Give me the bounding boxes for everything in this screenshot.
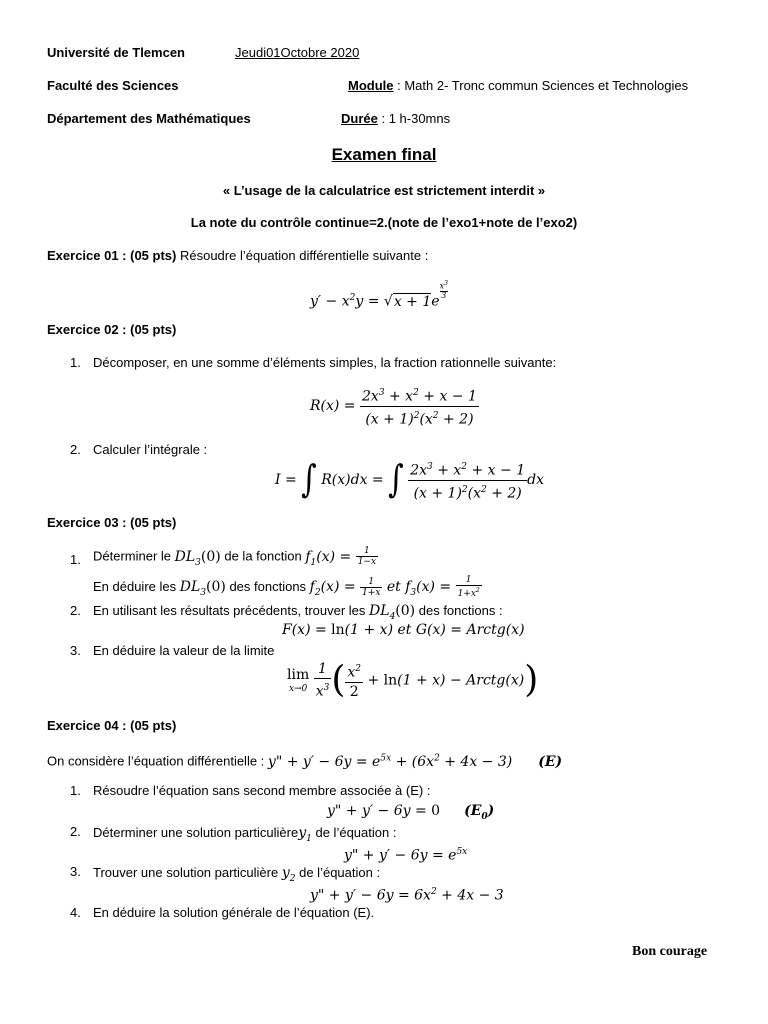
exercise-4-item-4: En déduire la solution générale de l’équation (E). (93, 905, 375, 920)
exercise-2-item-2: Calculer l’intégrale : (93, 442, 208, 457)
exercise-1-label: Exercice 01 : (05 pts) (47, 248, 177, 263)
integral-expression: I = ∫ R(x)dx = ∫ $\frac{2x^3 + x^2 + x - 1}{(x + 1)^2(x^2 + 2)}$ dx (275, 457, 544, 502)
exercise-4-item-2: Déterminer une solution particulièrey$_1$ de l’équation : (93, 825, 397, 844)
particular-equation-1: y" + $y' - 6y = e^{5x}$ (344, 847, 468, 864)
limit-expression: lim x→0 $\frac{1}{x^3}$ ( $\frac{x^2}{2}$ + ln(1 + x) − Arctg(x)) (287, 659, 539, 701)
exercise-1-statement (47, 248, 428, 264)
duration-value: : 1 h-30mns (377, 111, 451, 126)
rational-fraction: R(x) = $\frac{2x^3 + x^2 + x - 1}{(x + 1)^2(x^2 + 2)}$ (310, 384, 479, 428)
module-line (348, 78, 688, 94)
homogeneous-equation: y" + y′ − 6y = 0 $(E_0)$ (327, 803, 495, 822)
exercise-3-item-1-deduce: En déduire les $DL_3(0)$ des fonctions $f_2(x)$ = $\frac{1}{1+x}$ et $f_3(x)$ = $\frac{1}{1+x^2}$ (93, 575, 480, 599)
exercise-3-label: Exercice 03 : (05 pts) (47, 515, 177, 530)
particular-equation-2: y" + $y' - 6y = 6x^2 + 4x - 3$ (310, 887, 504, 904)
duration-label: Durée (341, 111, 378, 126)
exercise-3-item-1-number: 1. (70, 552, 81, 567)
exercise-4-item-3: Trouver une solution particulière $y_2$ de l’équation : (93, 865, 381, 884)
exercise-1-equation: $y' - x^2y = √x + 1e$ $\frac{x^3}{3}$ (310, 280, 448, 310)
exercise-4-item-4-number: 4. (70, 905, 81, 920)
closing-message: Bon courage (632, 944, 708, 959)
faculty-name: Faculté des Sciences (47, 78, 179, 93)
exercise-3-item-3: En déduire la valeur de la limite (93, 643, 275, 658)
exercise-2-label: Exercice 02 : (05 pts) (47, 322, 177, 337)
university-name: Université de Tlemcen (47, 45, 185, 60)
exercise-3-item-3-number: 3. (70, 643, 81, 658)
exercise-1-text: Résoudre l’équation différentielle suivante : (176, 248, 429, 263)
exercise-2-item-2-number: 2. (70, 442, 81, 457)
exercise-4-item-1: Résoudre l’équation sans second membre associée à (E) : (93, 783, 431, 798)
grading-rule: La note du contrôle continue=2.(note de l’exo1+note de l’exo2) (190, 215, 578, 230)
department-name: Département des Mathématiques (47, 111, 251, 126)
exercise-3-item-1: Déterminer le $DL_3(0)$ de la fonction $f_1(x)$ = $\frac{1}{1-x}$ (93, 546, 377, 568)
exercise-4-item-3-number: 3. (70, 864, 81, 879)
exercise-2-item-1: Décomposer, en une somme d’éléments simples, la fraction rationnelle suivante: (93, 355, 557, 370)
exercise-4-item-2-number: 2. (70, 824, 81, 839)
exercise-4-intro: On considère l’équation différentielle : y" + $y' - 6y = e^{5x} + (6x^2 + 4x - 3)$ (E) (47, 753, 563, 770)
exercise-3-item-2-number: 2. (70, 603, 81, 618)
exam-date: Jeudi01Octobre 2020 (235, 45, 360, 60)
exercise-4-label: Exercice 04 : (05 pts) (47, 718, 177, 733)
exercise-3-item-2: En utilisant les résultats précédents, trouver les $DL_4(0)$ des fonctions : (93, 603, 503, 622)
calculator-notice: « L’usage de la calculatrice est strictement interdit » (222, 183, 546, 198)
functions-F-G: F(x) = ln(1 + x) et G(x) = Arctg(x) (282, 622, 525, 638)
module-label: Module (348, 78, 394, 93)
module-value: : Math 2- Tronc commun Sciences et Technologies (393, 78, 689, 93)
exercise-2-item-1-number: 1. (70, 355, 81, 370)
duration-line (341, 111, 450, 127)
exercise-4-item-1-number: 1. (70, 783, 81, 798)
page-title: Examen final (331, 145, 437, 164)
